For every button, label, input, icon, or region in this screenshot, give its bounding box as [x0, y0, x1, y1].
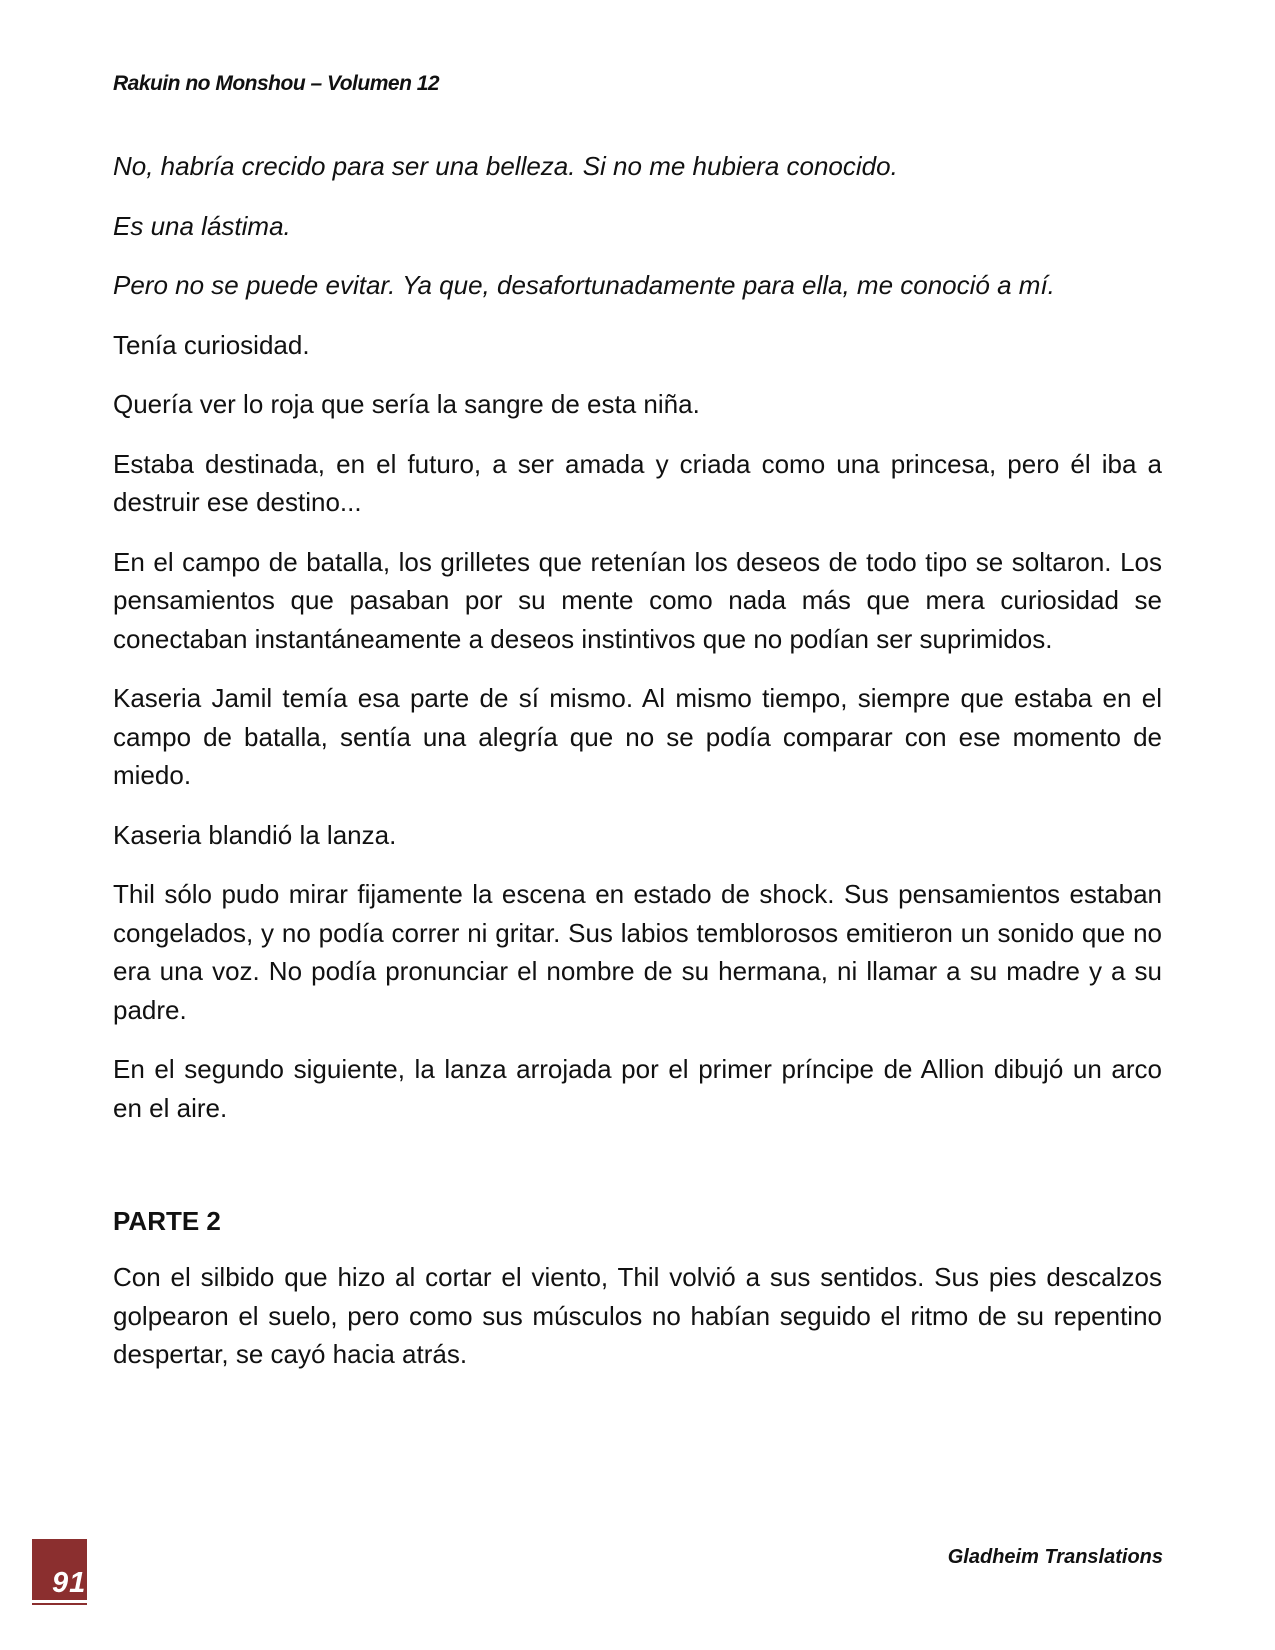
book-header-title: Rakuin no Monshou – Volumen 12 — [113, 72, 440, 95]
paragraph-4: Tenía curiosidad. — [113, 329, 310, 360]
paragraph-11: En el segundo siguiente, la lanza arrojada por el primer príncipe de Allion dibujó un arco en el aire. — [113, 1054, 1162, 1123]
page-number: 91 — [52, 1567, 87, 1599]
section-paragraph-1: Con el silbido que hizo al cortar el viento, Thil volvió a sus sentidos. Sus pies descalzos golpearon el suelo, pero como sus músculos no habían seguido el ritmo de su repentino despertar, se cayó hacia atrás. — [113, 1262, 1162, 1369]
paragraph-1: No, habría crecido para ser una belleza. Si no me hubiera conocido. — [113, 151, 898, 181]
footer-credit: Gladheim Translations — [947, 1546, 1163, 1568]
paragraph-7: En el campo de batalla, los grilletes que retenían los deseos de todo tipo se soltaron. Los pensamientos que pasaban por su mente como nada más que mera curiosidad se conectaban instantáneamente a deseos instintivos que no podían ser suprimidos. — [113, 546, 1162, 654]
paragraph-6: Estaba destinada, en el futuro, a ser amada y criada como una princesa, pero él iba a destruir ese destino... — [113, 448, 1162, 517]
section-heading: PARTE 2 — [113, 1206, 221, 1236]
paragraph-5: Quería ver lo roja que sería la sangre de esta niña. — [113, 389, 700, 419]
paragraph-3: Pero no se puede evitar. Ya que, desafortunadamente para ella, me conoció a mí. — [113, 270, 1055, 300]
paragraph-2: Es una lástima. — [113, 210, 291, 241]
paragraph-10: Thil sólo pudo mirar fijamente la escena en estado de shock. Sus pensamientos estaban congelados, y no podía correr ni gritar. Sus labios temblorosos emitieron un sonido que no era una voz. No podía pronunciar el nombre de su hermana, ni llamar a su madre y a su padre. — [113, 879, 1162, 1025]
paragraph-8: Kaseria Jamil temía esa parte de sí mismo. Al mismo tiempo, siempre que estaba en el campo de batalla, sentía una alegría que no se podía comparar con ese momento de miedo. — [113, 683, 1162, 790]
paragraph-9: Kaseria blandió la lanza. — [113, 819, 397, 850]
page-number-underline — [32, 1600, 87, 1603]
page-body — [113, 147, 1162, 1395]
